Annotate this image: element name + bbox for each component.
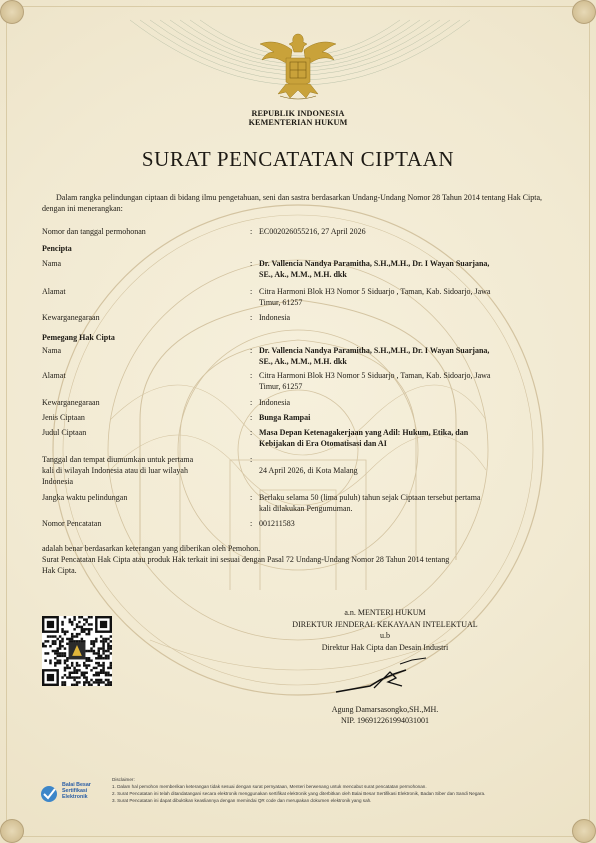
closing-line2: Surat Pencatatan Hak Cipta atau produk Hak terkait ini sesuai dengan Pasal 72 Undang-Undang Nomor 28 Tahun 2014 tentang: [42, 555, 450, 564]
signature-line3: u.b: [380, 631, 390, 640]
holder-address-label: Alamat: [42, 371, 66, 380]
disclaimer-note-3: 3. Surat Pencatatan ini dapat dibuktikan keasliannya dengan memindai QR code dan merupakan dokumen elektronik yang sah.: [112, 798, 372, 803]
bsre-line2: Sertifikasi: [62, 788, 88, 795]
disclaimer-note-2: 2. Surat Pencatatan ini telah ditandatangani secara elektronik menggunakan sertifikat elektronik yang diterbitkan oleh Balai Besar Sertifikasi Elektronik, Badan Siber dan Sandi Negara.: [112, 791, 486, 796]
header-ministry: KEMENTERIAN HUKUM: [248, 118, 348, 127]
colon: :: [250, 371, 253, 380]
record-label: Nomor Pencatatan: [42, 519, 102, 528]
creator-name-line2: SE., Ak., M.M., M.H. dkk: [259, 270, 347, 279]
work-title-line2: Kebijakan di Era Otomatisasi dan AI: [259, 439, 387, 448]
bsre-line3: Elektronik: [62, 794, 88, 801]
colon: :: [250, 493, 253, 502]
period-label: Jangka waktu pelindungan: [42, 493, 128, 502]
corner-ornament: [0, 0, 24, 24]
signer-nip: NIP. 196912261994031001: [340, 716, 429, 725]
disclaimer-notes: [112, 776, 562, 804]
corner-ornament: [0, 819, 24, 843]
record-number: 001211583: [259, 519, 295, 528]
announce-value: 24 April 2026, di Kota Malang: [259, 466, 358, 475]
creator-nationality-label: Kewarganegaraan: [42, 313, 100, 322]
announce-label-line2: kali di wilayah Indonesia atau di luar wilayah: [42, 466, 188, 475]
corner-ornament: [572, 819, 596, 843]
colon: :: [250, 259, 253, 268]
bsre-line1: Balai Besar: [62, 782, 91, 788]
period-line2: kali dilakukan Pengumuman.: [259, 504, 353, 513]
holder-address-line2: Timur, 61257: [259, 382, 303, 391]
work-type-label: Jenis Ciptaan: [42, 413, 85, 422]
holder-name-label: Nama: [42, 346, 62, 355]
intro-paragraph: Dalam rangka pelindungan ciptaan di bidang ilmu pengetahuan, seni dan sastra berdasarkan Undang-Undang Nomor 28 Tahun 2014 tentang Hak Cipta, dengan ini menerangkan:: [42, 193, 543, 213]
creator-name-label: Nama: [42, 259, 62, 268]
announce-label-line3: Indonesia: [42, 477, 74, 486]
disclaimer-note-1: 1. Dalam hal pemohon memberikan keterangan tidak sesuai dengan surat pernyataan, Menteri berwenang untuk mencabut surat pencatatan permohonan.: [112, 784, 427, 789]
creator-heading: Pencipta: [42, 244, 72, 253]
work-type: Bunga Rampai: [259, 413, 311, 422]
colon: :: [250, 519, 253, 528]
application-label: Nomor dan tanggal permohonan: [42, 227, 146, 236]
colon: :: [250, 455, 253, 464]
creator-address-line1: Citra Harmoni Blok H3 Nomor 5 Siduarjo , Taman, Kab. Sidoarjo, Jawa: [259, 287, 491, 296]
garuda-emblem-icon: [256, 28, 340, 104]
signature-line2: DIREKTUR JENDERAL KEKAYAAN INTELEKTUAL: [292, 620, 478, 629]
colon: :: [250, 227, 253, 236]
period-line1: Berlaku selama 50 (lima puluh) tahun sejak Ciptaan tersebut pertama: [259, 493, 481, 502]
disclaimer-heading: Disclaimer:: [112, 777, 135, 782]
colon: :: [250, 313, 253, 322]
colon: :: [250, 287, 253, 296]
page-title: SURAT PENCATATAN CIPTAAN: [141, 147, 455, 171]
qr-code: [42, 616, 112, 686]
holder-nationality-label: Kewarganegaraan: [42, 398, 100, 407]
colon: :: [250, 413, 253, 422]
application-value: EC002026055216, 27 April 2026: [259, 227, 366, 236]
work-title-line1: Masa Depan Ketenagakerjaan yang Adil: Hukum, Etika, dan: [259, 428, 469, 437]
announce-label-line1: Tanggal dan tempat diumumkan untuk pertama: [42, 455, 194, 464]
colon: :: [250, 428, 253, 437]
signature-line4: Direktur Hak Cipta dan Desain Industri: [321, 643, 449, 652]
handwritten-signature: [330, 652, 440, 700]
holder-heading: Pemegang Hak Cipta: [42, 333, 115, 342]
closing-line3: Hak Cipta.: [42, 566, 77, 575]
bsre-label: [62, 782, 91, 801]
holder-name-line2: SE., Ak., M.M., M.H. dkk: [259, 357, 347, 366]
creator-name-line1: Dr. Vallencia Nandya Paramitha, S.H.,M.H., Dr. I Wayan Suarjana,: [259, 259, 490, 268]
holder-name-line1: Dr. Vallencia Nandya Paramitha, S.H.,M.H., Dr. I Wayan Suarjana,: [259, 346, 490, 355]
corner-ornament: [572, 0, 596, 24]
holder-nationality: Indonesia: [259, 398, 291, 407]
holder-address-line1: Citra Harmoni Blok H3 Nomor 5 Siduarjo , Taman, Kab. Sidoarjo, Jawa: [259, 371, 491, 380]
closing-line1: adalah benar berdasarkan keterangan yang diberikan oleh Pemohon.: [42, 544, 261, 553]
colon: :: [250, 346, 253, 355]
work-title-label: Judul Ciptaan: [42, 428, 87, 437]
signer-name: Agung Damarsasongko,SH.,MH.: [331, 705, 439, 714]
creator-address-label: Alamat: [42, 287, 66, 296]
creator-address-line2: Timur, 61257: [259, 298, 303, 307]
creator-nationality: Indonesia: [259, 313, 291, 322]
header-republic: REPUBLIK INDONESIA: [251, 109, 345, 118]
signature-line1: a.n. MENTERI HUKUM: [344, 608, 426, 617]
colon: :: [250, 398, 253, 407]
